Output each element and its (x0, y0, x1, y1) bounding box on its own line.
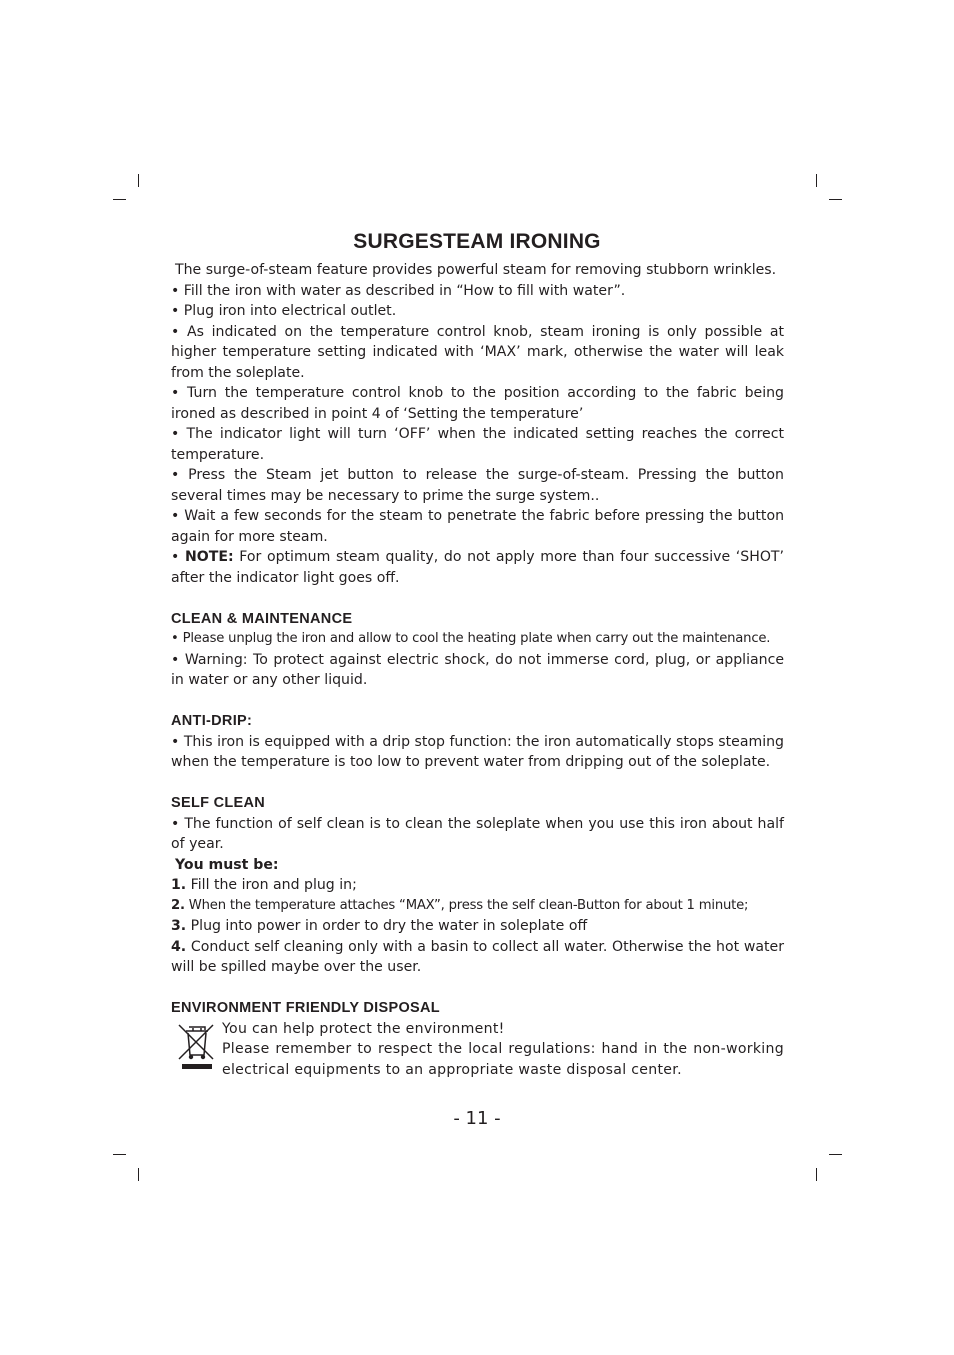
disposal-line-2: Please remember to respect the local regulations: hand in the non-working electrical equipments to an appropriate waste disposal center. (222, 1041, 784, 1078)
crop-mark-bottom-left-vertical (138, 1168, 139, 1181)
page-content (171, 260, 784, 1080)
step-text: Conduct self cleaning only with a basin to collect all water. Otherwise the hot water will be spilled maybe over the user. (171, 938, 784, 975)
intro-bullet: • Plug iron into electrical outlet. (171, 303, 397, 319)
clean-bullet: • Please unplug the iron and allow to cool the heating plate when carry out the maintenance. (171, 631, 771, 646)
step-number: 3. (171, 918, 187, 934)
step-text: Plug into power in order to dry the water in soleplate off (186, 918, 588, 934)
crop-mark-top-left-vertical (138, 174, 139, 187)
crop-mark-top-right-vertical (816, 174, 817, 187)
clean-bullet: • Warning: To protect against electric shock, do not immerse cord, plug, or appliance in water or any other liquid. (171, 651, 784, 688)
step-number: 1. (171, 877, 187, 893)
intro-lead: The surge-of-steam feature provides powerful steam for removing stubborn wrinkles. (175, 262, 777, 278)
intro-bullet: • Wait a few seconds for the steam to penetrate the fabric before pressing the button again for more steam. (171, 508, 784, 545)
crop-mark-bottom-left-horizontal (113, 1154, 126, 1155)
intro-bullet: • Press the Steam jet button to release the surge-of-steam. Pressing the button several times may be necessary to prime the surge system.. (171, 467, 784, 504)
page-number: - 11 - (453, 1108, 501, 1129)
crop-mark-top-left-horizontal (113, 199, 126, 200)
intro-bullet: • Turn the temperature control knob to the position according to the fabric being ironed as described in point 4 of ‘Setting the temperature’ (171, 385, 784, 422)
crop-mark-bottom-right-horizontal (829, 1154, 842, 1155)
selfclean-intro: • The function of self clean is to clean the soleplate when you use this iron about half of year. (171, 815, 784, 852)
crop-mark-bottom-right-vertical (816, 1168, 817, 1181)
note-bullet: • (171, 549, 185, 565)
step-text: Fill the iron and plug in; (186, 877, 357, 893)
step-number: 2. (171, 897, 185, 913)
note-label: NOTE: (184, 549, 234, 565)
clean-heading: CLEAN & MAINTENANCE (171, 610, 353, 627)
disposal-heading: ENVIRONMENT FRIENDLY DISPOSAL (171, 1000, 440, 1016)
selfclean-step (171, 875, 784, 896)
antidrip-bullet: • This iron is equipped with a drip stop function: the iron automatically stops steaming when the temperature is too low to prevent water from dripping out of the soleplate. (171, 733, 784, 770)
note-paragraph (171, 547, 784, 588)
disposal-line-1: You can help protect the environment! (222, 1020, 505, 1037)
selfclean-step (171, 916, 784, 937)
antidrip-heading: ANTI-DRIP: (171, 713, 253, 729)
intro-bullet: • Fill the iron with water as described in “How to fill with water”. (171, 282, 626, 299)
selfclean-step (171, 937, 784, 978)
intro-bullet: • As indicated on the temperature control knob, steam ironing is only possible at higher temperature setting indicated with ‘MAX’ mark, otherwise the water will leak from the soleplate. (171, 323, 784, 381)
step-number: 4. (171, 938, 187, 955)
step-text: When the temperature attaches “MAX”, press the self clean-Button for about 1 minute; (184, 897, 749, 913)
page-title: SURGESTEAM IRONING (353, 230, 601, 253)
disposal-block (171, 1019, 784, 1081)
note-text: For optimum steam quality, do not apply more than four successive ‘SHOT’ after the indicator light goes off. (171, 549, 784, 586)
intro-bullet: • The indicator light will turn ‘OFF’ when the indicated setting reaches the correct temperature. (171, 426, 784, 463)
selfclean-heading: SELF CLEAN (171, 795, 266, 811)
selfclean-step (171, 896, 784, 917)
crossed-out-wheelie-bin-icon (177, 1023, 217, 1071)
crop-mark-top-right-horizontal (829, 199, 842, 200)
selfclean-must-label: You must be: (175, 856, 279, 873)
